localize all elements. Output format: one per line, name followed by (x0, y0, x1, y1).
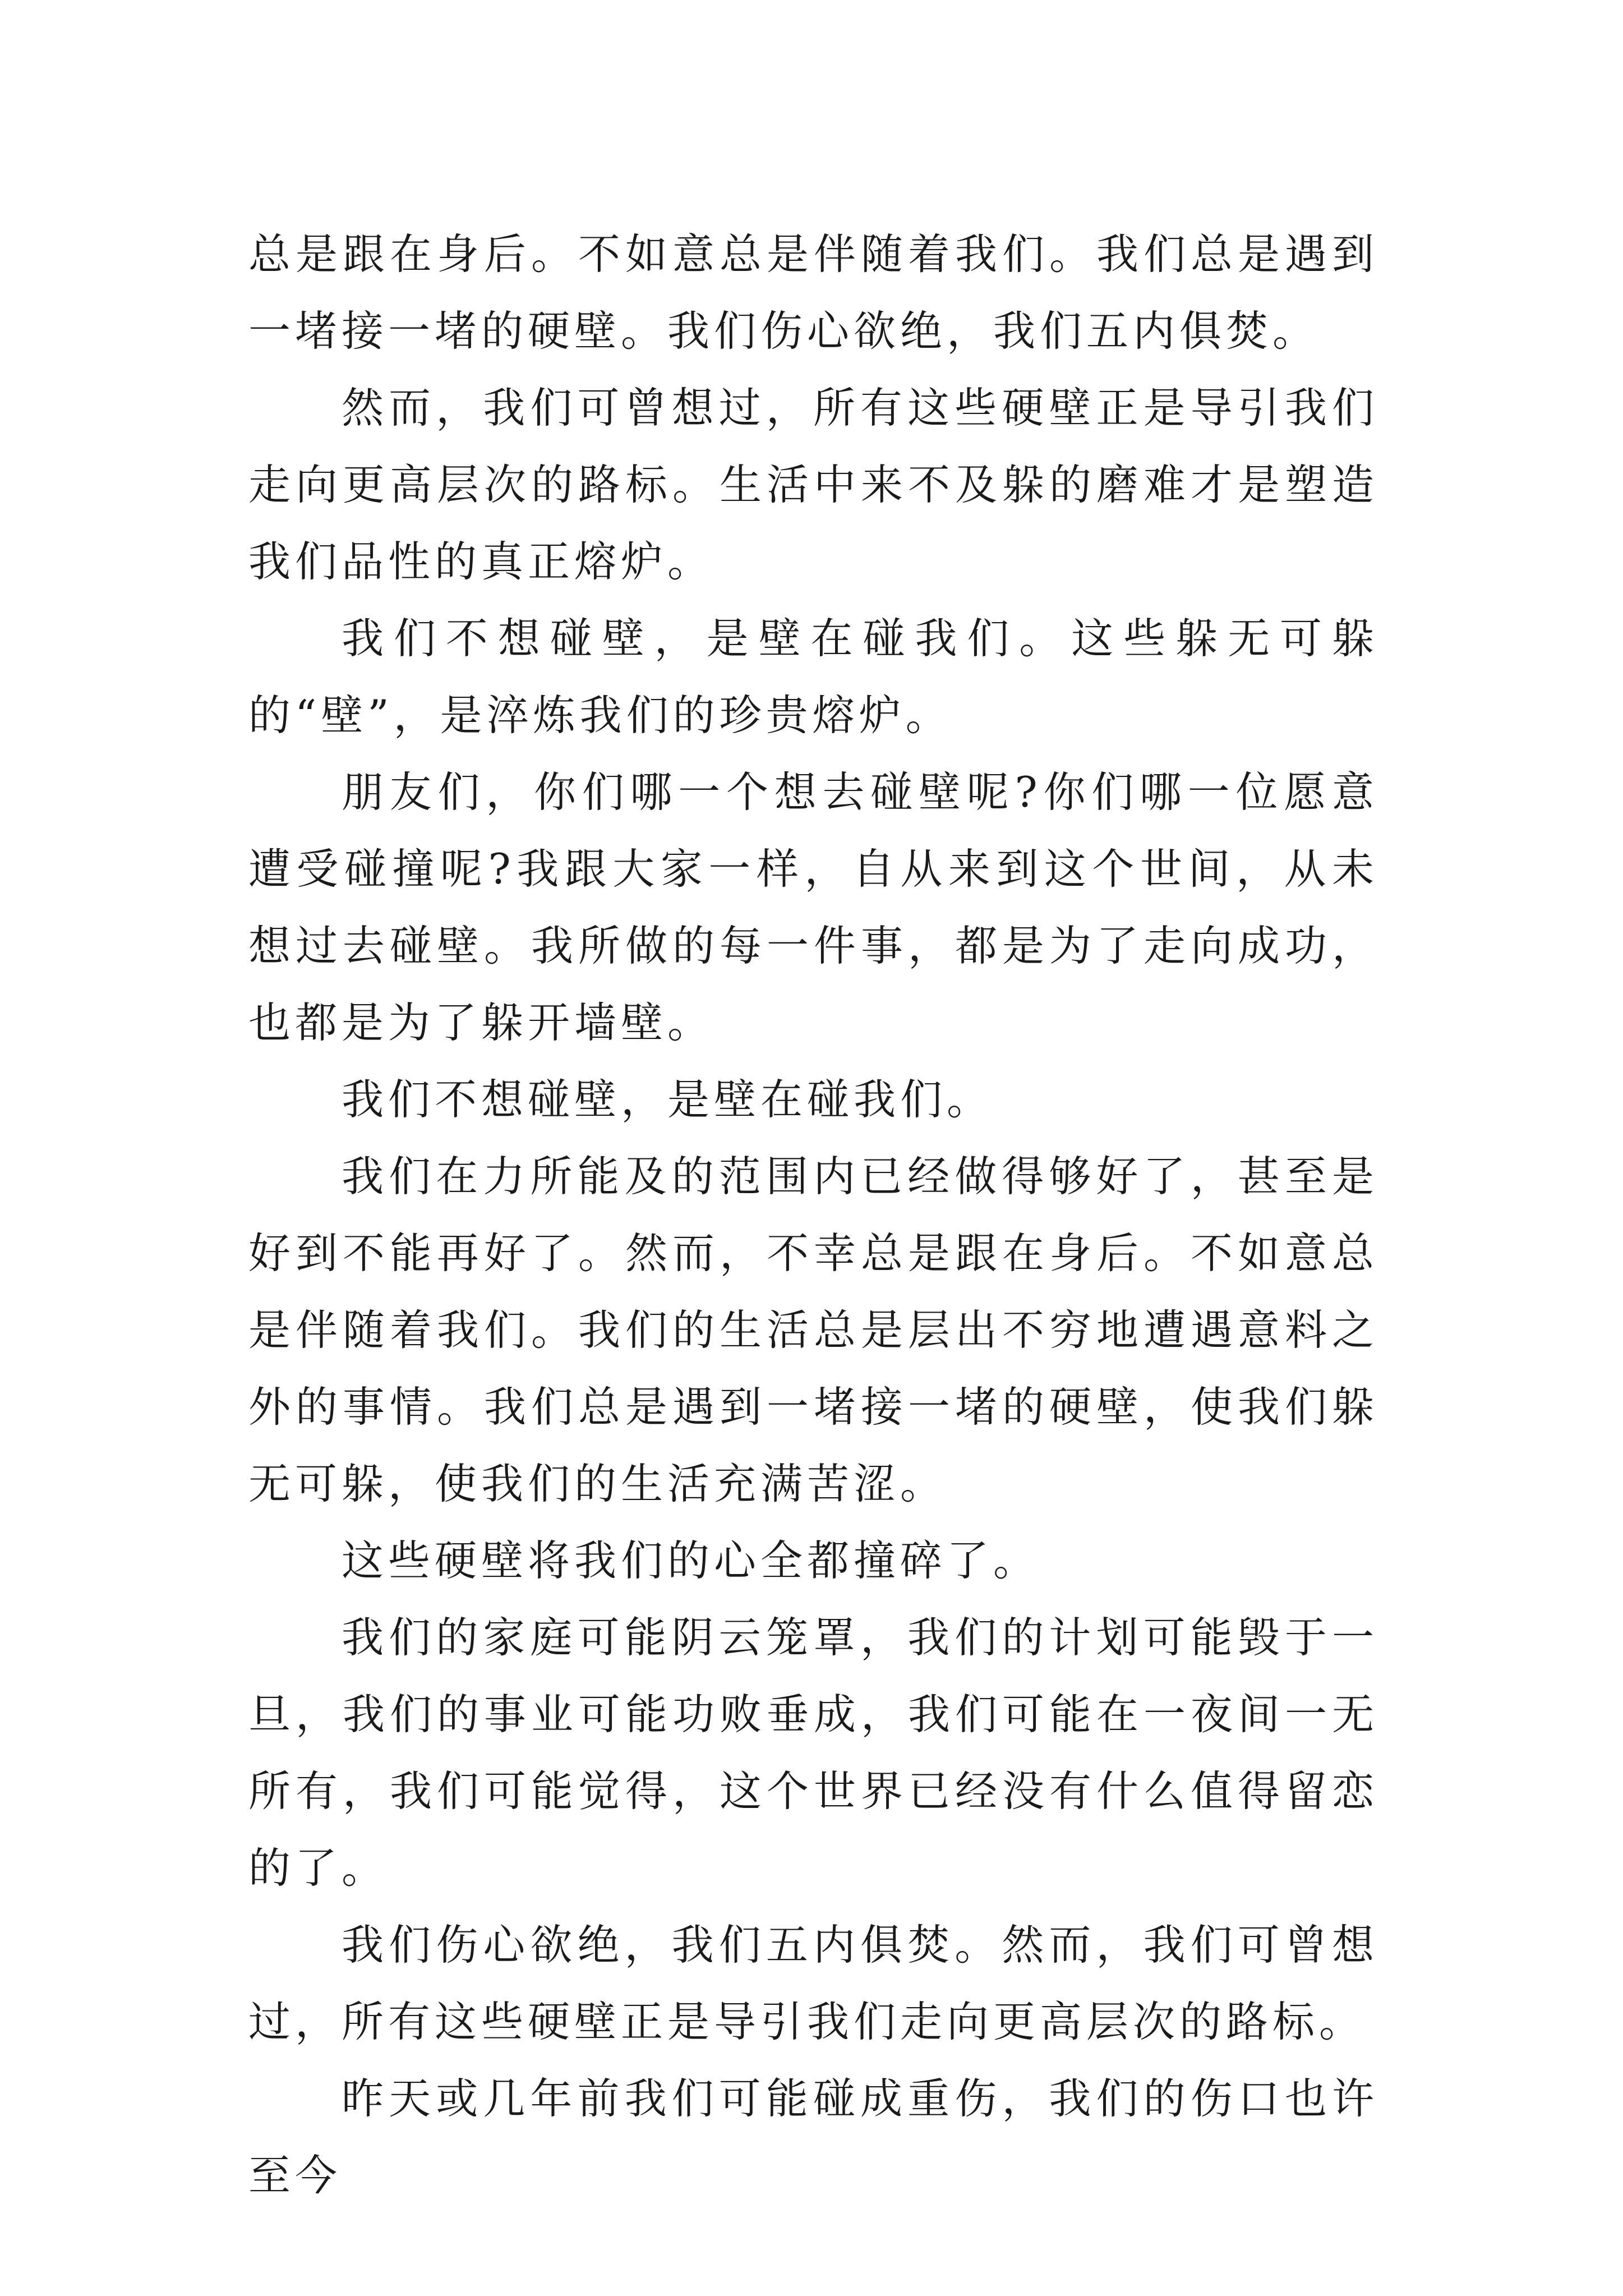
paragraph-9: 我们伤心欲绝，我们五内俱焚。然而，我们可曾想过，所有这些硬壁正是导引我们走向更高层次的路标。 (248, 1920, 1378, 2046)
paragraph-5: 我们不想碰壁，是壁在碰我们。 (342, 1075, 994, 1124)
paragraph-6: 我们在力所能及的范围内已经做得够好了，甚至是好到不能再好了。然而，不幸总是跟在身后。不如意总是伴随着我们。我们的生活总是层出不穷地遭遇意料之外的事情。我们总是遇到一堵接一堵的硬壁，使我们躲无可躲，使我们的生活充满苦涩。 (248, 1152, 1378, 1508)
paragraph-1: 总是跟在身后。不如意总是伴随着我们。我们总是遇到一堵接一堵的硬壁。我们伤心欲绝，我们五内俱焚。 (248, 229, 1378, 356)
paragraph-3: 我们不想碰壁，是壁在碰我们。这些躲无可躲的“壁”，是淬炼我们的珍贵熔炉。 (248, 614, 1378, 740)
paragraph-7: 这些硬壁将我们的心全都撞碎了。 (342, 1536, 1040, 1585)
paragraph-4: 朋友们，你们哪一个想去碰壁呢?你们哪一位愿意遭受碰撞呢?我跟大家一样，自从来到这个世间，从未想过去碰壁。我所做的每一件事，都是为了走向成功，也都是为了躲开墙壁。 (248, 767, 1378, 1047)
document-body (248, 216, 1378, 2214)
paragraph-10: 昨天或几年前我们可能碰成重伤，我们的伤口也许至今 (248, 2074, 1378, 2200)
paragraph-8: 我们的家庭可能阴云笼罩，我们的计划可能毁于一旦，我们的事业可能功败垂成，我们可能在一夜间一无所有，我们可能觉得，这个世界已经没有什么值得留恋的了。 (248, 1613, 1378, 1893)
paragraph-2: 然而，我们可曾想过，所有这些硬壁正是导引我们走向更高层次的路标。生活中来不及躲的磨难才是塑造我们品性的真正熔炉。 (248, 383, 1378, 586)
